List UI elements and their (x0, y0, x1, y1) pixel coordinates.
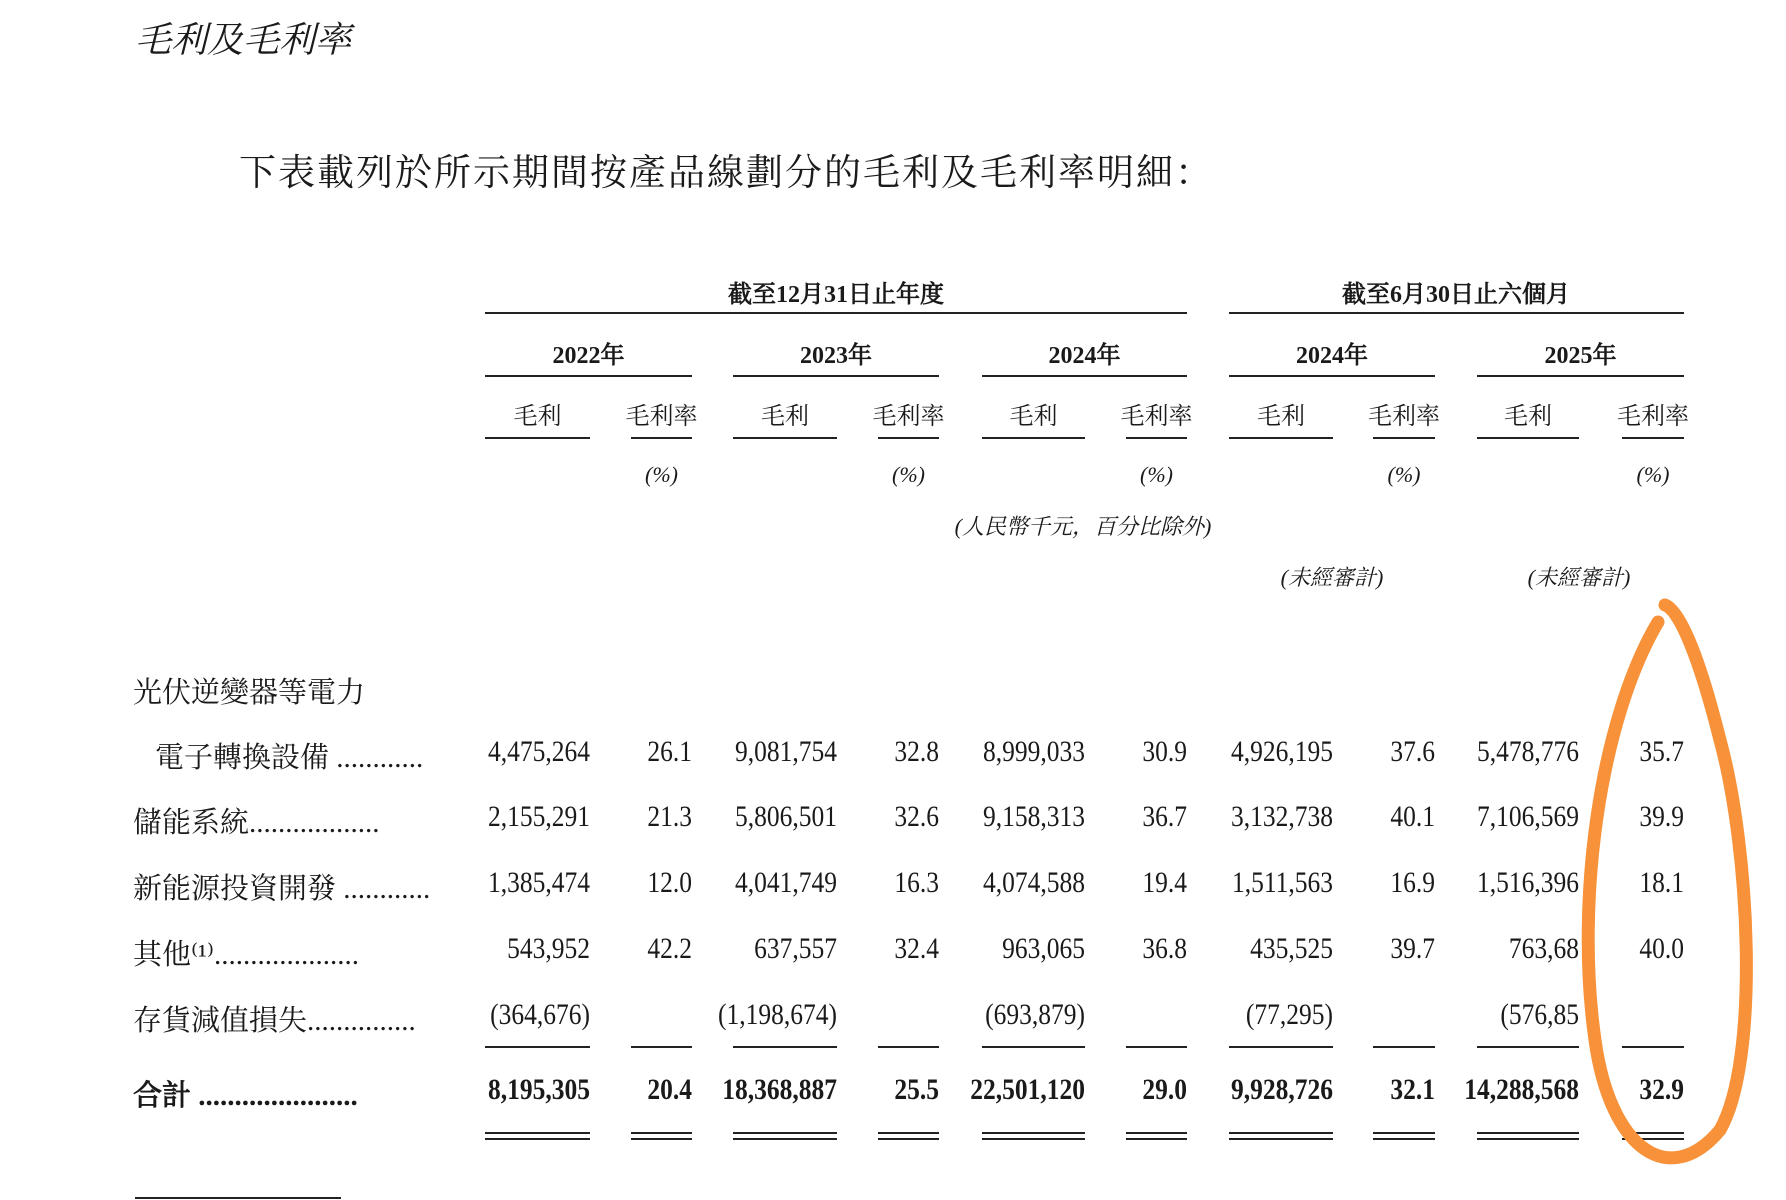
col-header-gross-profit: 毛利 (1504, 404, 1552, 430)
group-header-six-months: 截至6月30日止六個月 (1342, 282, 1570, 308)
gross-profit-cell: 3,132,738 (1231, 800, 1333, 833)
gross-profit-cell: 1,385,474 (488, 866, 590, 899)
double-underline (1373, 1138, 1435, 1140)
intro-text: 下表載列於所示期間按產品線劃分的毛利及毛利率明細： (239, 153, 1214, 194)
col-header-gross-profit: 毛利 (1009, 404, 1058, 430)
double-underline (485, 1132, 590, 1134)
group-header-annual: 截至12月31日止年度 (728, 282, 944, 308)
gross-profit-cell: (693,879) (985, 998, 1085, 1031)
gross-profit-cell: 543,952 (507, 932, 590, 965)
year-header: 2023年 (800, 343, 872, 369)
unit-note: (人民幣千元，百分比除外) (954, 514, 1212, 539)
gross-profit-cell: 1,511,563 (1231, 866, 1333, 899)
divider (982, 1046, 1085, 1048)
divider (1373, 437, 1435, 439)
gross-profit-cell: 8,999,033 (983, 735, 1085, 768)
col-header-margin: 毛利率 (625, 404, 698, 430)
gross-profit-cell: 14,288,568 (1464, 1073, 1579, 1106)
gross-profit-cell: (364,676) (490, 998, 590, 1031)
double-underline (982, 1132, 1085, 1134)
col-header-margin: 毛利率 (1120, 404, 1193, 430)
double-underline (631, 1138, 692, 1140)
gross-profit-cell: 5,478,776 (1477, 735, 1579, 768)
unaudited-note: (未經審計) (1527, 565, 1631, 590)
margin-cell: 39.9 (1639, 800, 1684, 833)
gross-profit-cell: (576,85 (1500, 998, 1579, 1031)
gross-profit-cell: 9,928,726 (1231, 1073, 1333, 1106)
margin-cell: 18.1 (1639, 866, 1684, 899)
gross-profit-cell: 8,195,305 (488, 1073, 590, 1106)
percent-unit: (%) (892, 462, 925, 487)
gross-profit-cell: 4,475,264 (488, 735, 590, 768)
double-underline (1229, 1132, 1333, 1134)
double-underline (485, 1138, 590, 1140)
col-header-gross-profit: 毛利 (513, 404, 562, 430)
percent-unit: (%) (1387, 462, 1421, 487)
footnote-divider (135, 1197, 341, 1199)
gross-profit-cell: 2,155,291 (488, 800, 590, 833)
margin-cell: 16.9 (1390, 866, 1435, 899)
margin-cell: 19.4 (1142, 866, 1187, 899)
year-header: 2025年 (1544, 343, 1617, 369)
divider (485, 437, 590, 439)
divider (485, 312, 1187, 314)
divider (733, 1046, 837, 1048)
double-underline (1477, 1132, 1579, 1134)
gross-profit-cell: 435,525 (1250, 932, 1333, 965)
margin-cell: 32.8 (894, 735, 939, 768)
gross-profit-cell: 4,926,195 (1231, 735, 1333, 768)
double-underline (1126, 1132, 1187, 1134)
year-header: 2024年 (1296, 343, 1368, 369)
divider (1229, 312, 1684, 314)
double-underline (1622, 1138, 1684, 1140)
divider (631, 437, 692, 439)
margin-cell: 40.1 (1390, 800, 1435, 833)
divider (733, 375, 939, 377)
col-header-gross-profit: 毛利 (761, 404, 809, 430)
row-label: 電子轉換設備 ............ (155, 742, 424, 774)
double-underline (878, 1132, 939, 1134)
col-header-margin: 毛利率 (1368, 404, 1440, 430)
double-underline (878, 1138, 939, 1140)
divider (485, 1046, 590, 1048)
gross-profit-cell: 18,368,887 (722, 1073, 837, 1106)
category-label: 光伏逆變器等電力 (133, 677, 366, 709)
gross-profit-cell: 9,158,313 (983, 800, 1085, 833)
margin-cell: 30.9 (1142, 735, 1187, 768)
divider (1373, 1046, 1435, 1048)
divider (1229, 375, 1435, 377)
row-label: 存貨減值損失............... (133, 1005, 416, 1037)
gross-profit-cell: 9,081,754 (735, 735, 837, 768)
margin-cell: 40.0 (1639, 932, 1684, 965)
unaudited-note: (未經審計) (1280, 565, 1384, 590)
section-title: 毛利及毛利率 (135, 20, 352, 61)
margin-cell: 36.7 (1142, 800, 1187, 833)
margin-cell: 32.9 (1639, 1073, 1684, 1106)
gross-profit-cell: 637,557 (754, 932, 837, 965)
gross-profit-cell: 4,074,588 (983, 866, 1085, 899)
margin-cell: 26.1 (647, 735, 692, 768)
percent-unit: (%) (645, 462, 678, 487)
gross-profit-cell: 1,516,396 (1477, 866, 1579, 899)
margin-cell: 20.4 (647, 1073, 692, 1106)
gross-profit-cell: (77,295) (1245, 998, 1333, 1031)
divider (1126, 1046, 1187, 1048)
double-underline (982, 1138, 1085, 1140)
double-underline (733, 1138, 837, 1140)
gross-profit-cell: 763,68 (1508, 932, 1579, 965)
double-underline (1229, 1138, 1333, 1140)
gross-profit-cell: 4,041,749 (735, 866, 837, 899)
row-label: 其他⁽¹⁾.................... (133, 939, 359, 971)
margin-cell: 39.7 (1390, 932, 1435, 965)
margin-cell: 35.7 (1639, 735, 1684, 768)
divider (631, 1046, 692, 1048)
row-label: 新能源投資開發 ............ (133, 873, 431, 905)
percent-unit: (%) (1636, 462, 1670, 487)
col-header-gross-profit: 毛利 (1257, 404, 1305, 430)
double-underline (631, 1132, 692, 1134)
gross-profit-cell: 963,065 (1002, 932, 1085, 965)
divider (733, 437, 837, 439)
col-header-margin: 毛利率 (1617, 404, 1689, 430)
gross-profit-cell: 22,501,120 (970, 1073, 1085, 1106)
divider (1229, 1046, 1333, 1048)
divider (878, 1046, 939, 1048)
percent-unit: (%) (1140, 462, 1173, 487)
double-underline (733, 1132, 837, 1134)
divider (485, 375, 692, 377)
margin-cell: 12.0 (647, 866, 692, 899)
double-underline (1622, 1132, 1684, 1134)
row-label: 合計 ...................... (133, 1080, 358, 1112)
gross-profit-cell: 5,806,501 (735, 800, 837, 833)
divider (878, 437, 939, 439)
gross-profit-cell: 7,106,569 (1477, 800, 1579, 833)
divider (1622, 437, 1684, 439)
divider (1477, 1046, 1579, 1048)
divider (982, 437, 1085, 439)
row-label: 儲能系統.................. (133, 807, 380, 839)
margin-cell: 25.5 (894, 1073, 939, 1106)
margin-cell: 29.0 (1142, 1073, 1187, 1106)
margin-cell: 16.3 (894, 866, 939, 899)
double-underline (1477, 1138, 1579, 1140)
divider (1229, 437, 1333, 439)
divider (1477, 375, 1684, 377)
divider (1126, 437, 1187, 439)
margin-cell: 21.3 (647, 800, 692, 833)
margin-cell: 32.4 (894, 932, 939, 965)
margin-cell: 36.8 (1142, 932, 1187, 965)
divider (1477, 437, 1579, 439)
double-underline (1373, 1132, 1435, 1134)
margin-cell: 32.1 (1390, 1073, 1435, 1106)
margin-cell: 42.2 (647, 932, 692, 965)
divider (982, 375, 1187, 377)
double-underline (1126, 1138, 1187, 1140)
gross-profit-cell: (1,198,674) (718, 998, 837, 1031)
margin-cell: 32.6 (894, 800, 939, 833)
year-header: 2024年 (1048, 343, 1121, 369)
col-header-margin: 毛利率 (872, 404, 945, 430)
year-header: 2022年 (552, 343, 625, 369)
divider (1622, 1046, 1684, 1048)
margin-cell: 37.6 (1390, 735, 1435, 768)
